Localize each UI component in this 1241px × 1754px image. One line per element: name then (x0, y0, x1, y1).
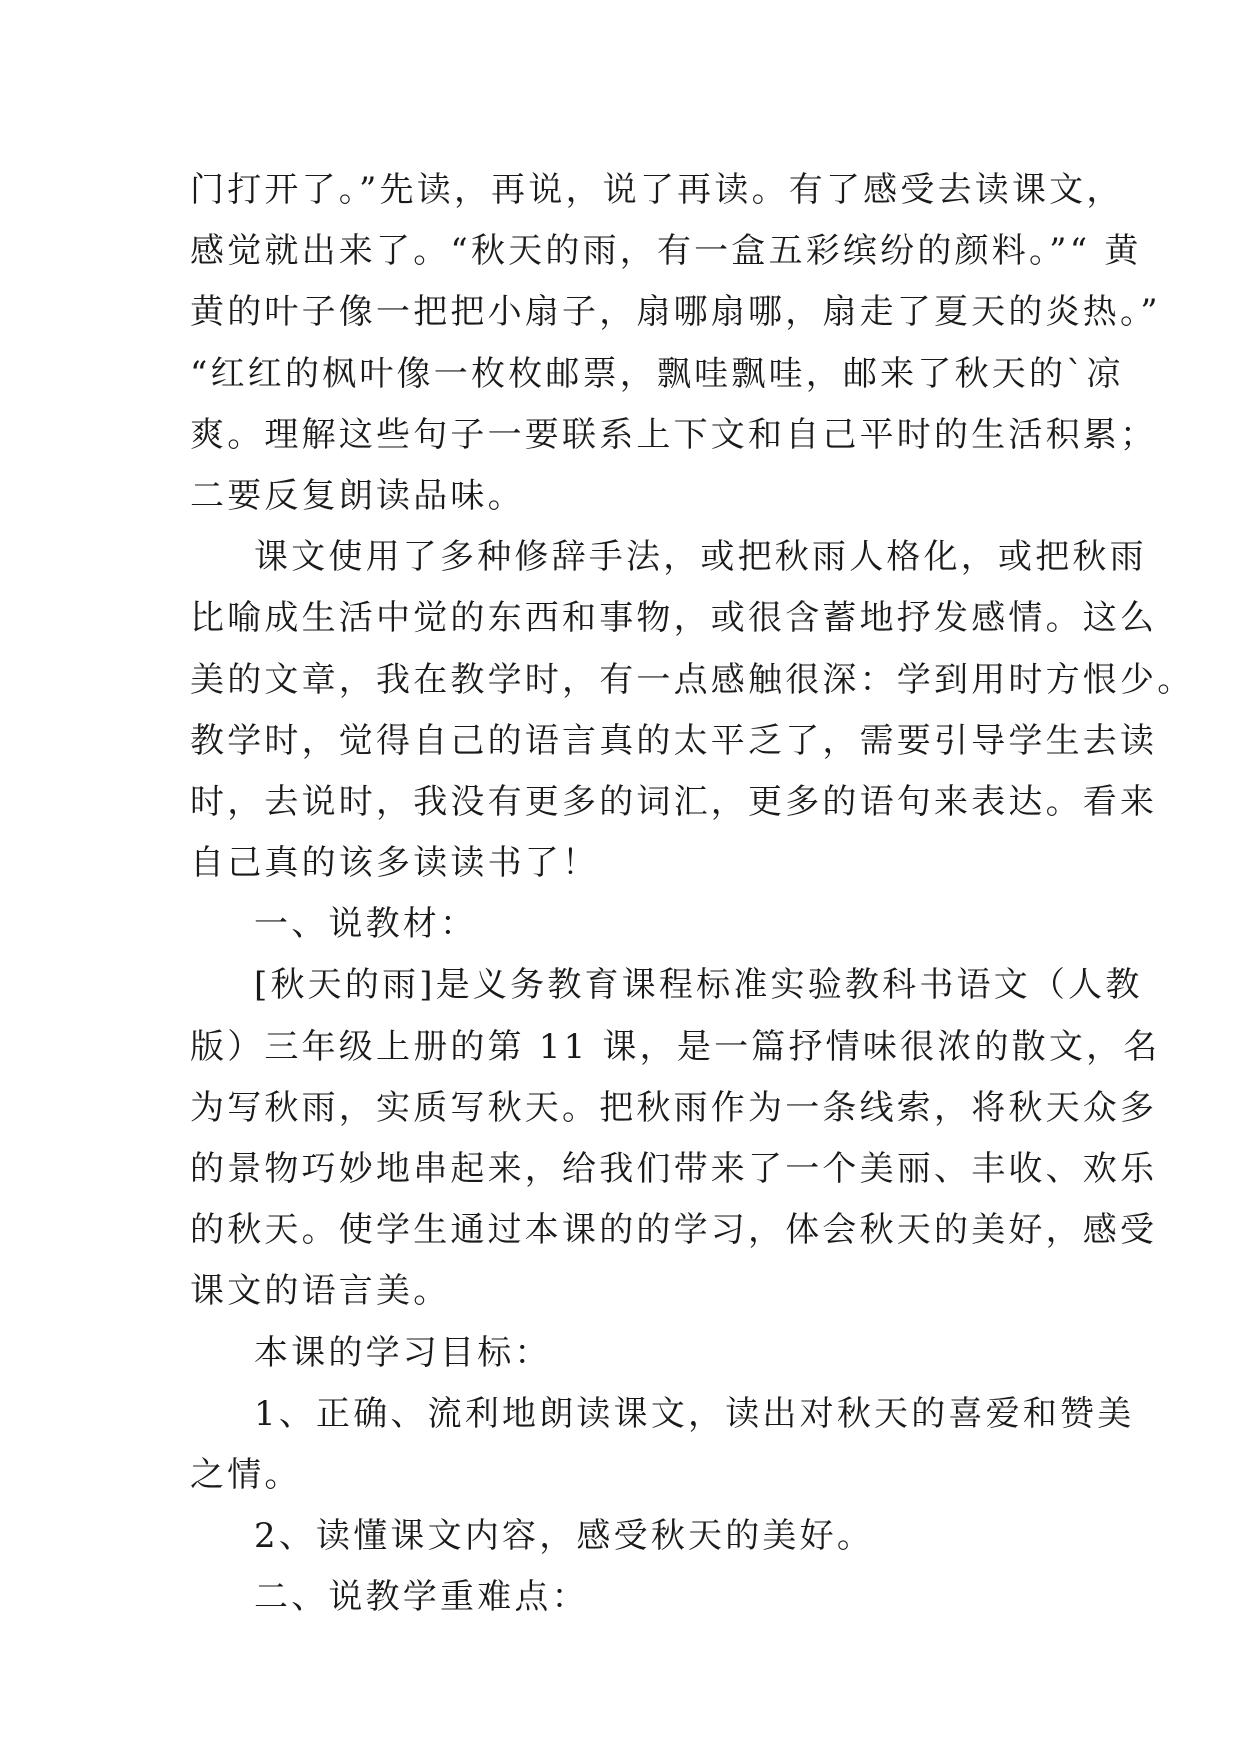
paragraph-start-line: [秋天的雨]是义务教育课程标准实验教科书语文（人教 (254, 965, 1143, 1006)
text-line: 的景物巧妙地串起来，给我们带来了一个美丽、丰收、欢乐 (190, 1149, 1158, 1189)
text-line: 的秋天。使学生通过本课的的学习，体会秋天的美好，感受 (190, 1210, 1158, 1251)
text-line: 二要反复朗读品味。 (190, 475, 525, 516)
text-line: 课文的语言美。 (190, 1271, 451, 1312)
section-heading: 二、说教学重难点： (254, 1577, 589, 1618)
section-heading: 一、说教材： (254, 904, 478, 945)
text-line: 自己真的该多读读书了！ (190, 843, 600, 884)
list-item: 1、正确、流利地朗读课文，读出对秋天的喜爱和赞美 (254, 1393, 1135, 1434)
text-line: 为写秋雨，实质写秋天。把秋雨作为一条线索，将秋天众多 (190, 1087, 1158, 1128)
text-line: 时，去说时，我没有更多的词汇，更多的语句来表达。看来 (190, 781, 1158, 822)
subheading: 本课的学习目标： (254, 1332, 552, 1373)
list-item: 2、读懂课文内容，感受秋天的美好。 (254, 1516, 875, 1557)
text-line: 之情。 (190, 1454, 302, 1495)
text-line: 比喻成生活中觉的东西和事物，或很含蓄地抒发感情。这么 (190, 598, 1158, 639)
text-line: 版）三年级上册的第 11 课，是一篇抒情味很浓的散文，名 (190, 1026, 1161, 1067)
text-line: 感觉就出来了。“秋天的雨，有一盒五彩缤纷的颜料。”“ 黄 (190, 231, 1142, 272)
text-line: 美的文章，我在教学时，有一点感触很深：学到用时方恨少。 (190, 659, 1195, 700)
text-line: 黄的叶子像一把把小扇子，扇哪扇哪，扇走了夏天的炎热。” (190, 292, 1161, 333)
body-text (190, 160, 1195, 1629)
text-line: “红红的枫叶像一枚枚邮票，飘哇飘哇，邮来了秋天的`凉 (190, 353, 1124, 394)
text-line: 教学时，觉得自己的语言真的太平乏了，需要引导学生去读 (190, 720, 1158, 761)
text-line: 爽。理解这些句子一要联系上下文和自己平时的生活积累； (190, 414, 1158, 455)
paragraph-start-line: 课文使用了多种修辞手法，或把秋雨人格化，或把秋雨 (254, 537, 1147, 578)
text-line: 门打开了。”先读，再说，说了再读。有了感受去读课文， (190, 170, 1124, 210)
